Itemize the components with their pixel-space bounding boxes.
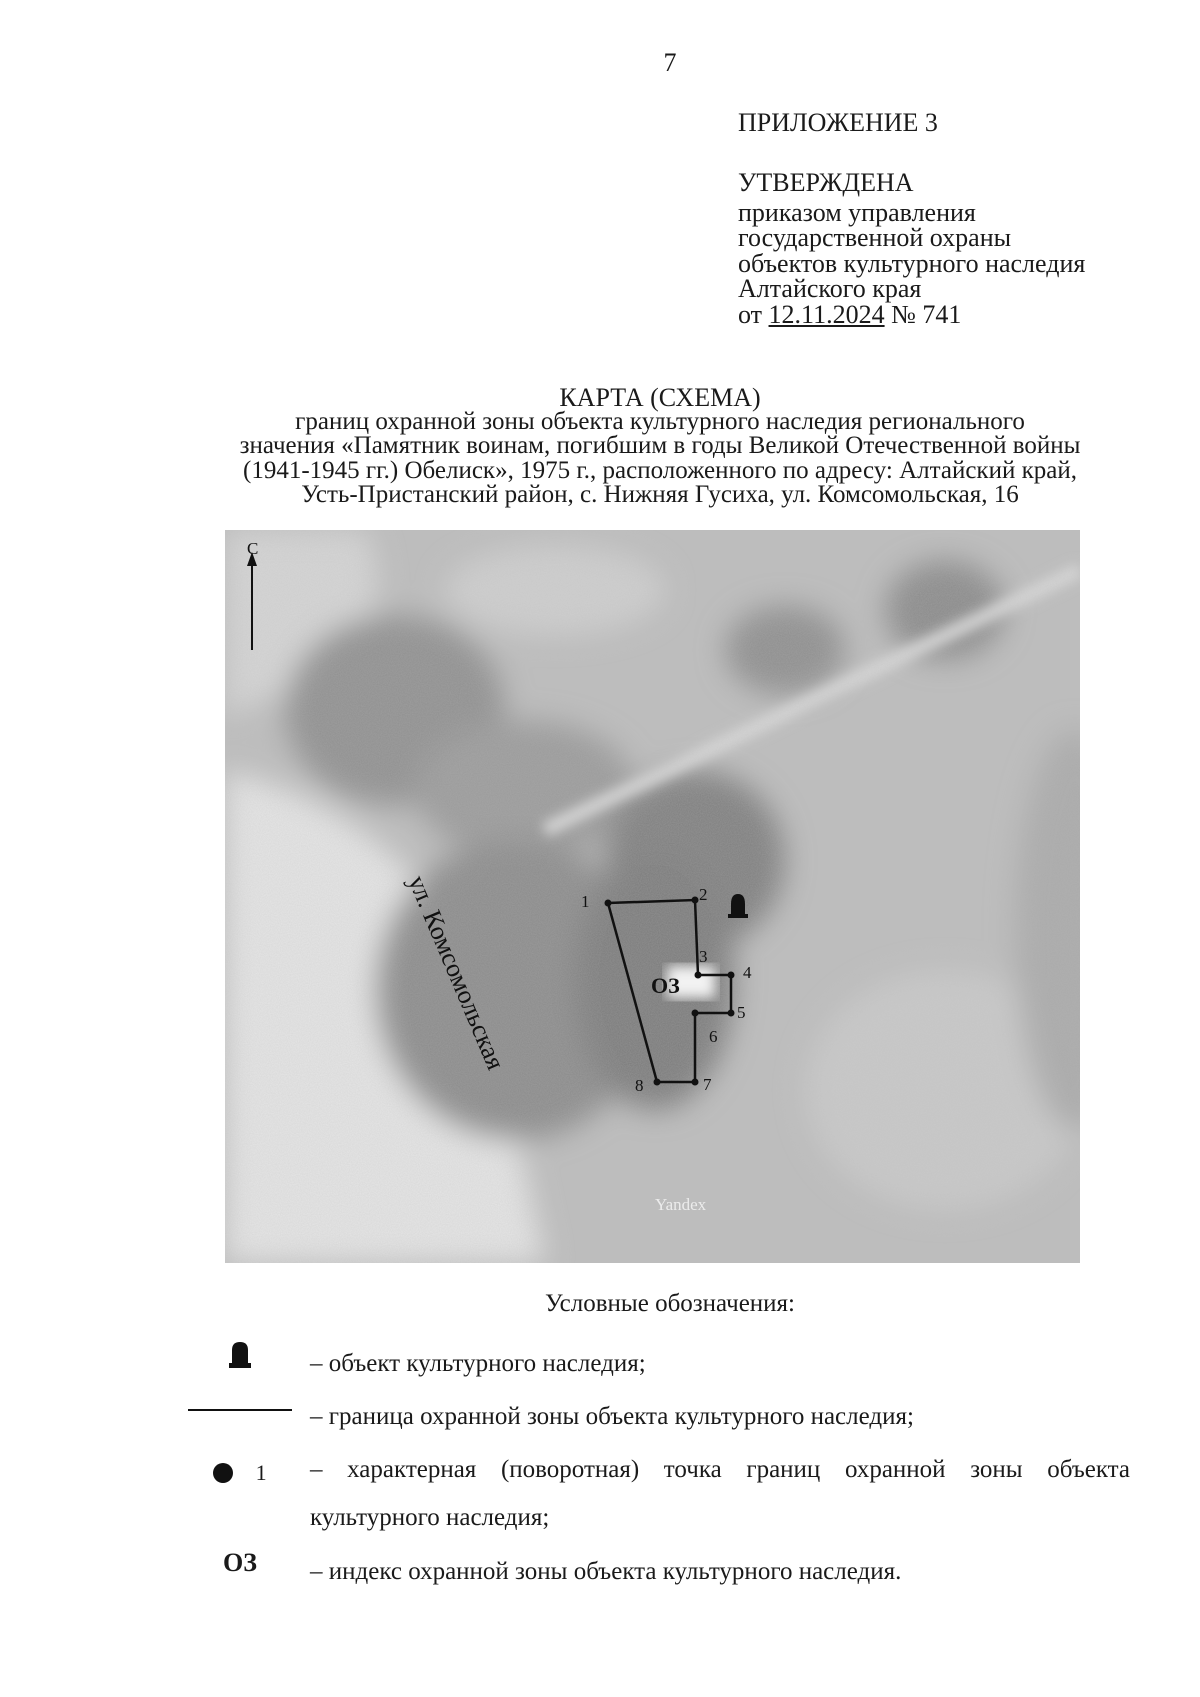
point-label: 1 [581,892,590,911]
page-number: 7 [663,48,677,77]
point-label: 4 [743,963,752,982]
approval-block [738,110,1085,327]
title-line: значения «Памятник воинам, погибшим в годы Великой Отечественной войны [239,432,1081,460]
boundary-line-icon [188,1409,292,1411]
point-label: 6 [709,1027,718,1046]
document-title-block [160,385,1160,507]
boundary-point [728,1010,735,1017]
map-scheme [225,530,1080,1263]
zone-index-label: ОЗ [651,973,680,998]
order-date: 12.11.2024 [768,299,885,329]
order-prefix: от [738,299,769,329]
order-number: № 741 [884,299,962,329]
approval-line: государственной охраны [738,223,1012,253]
point-label: 5 [737,1003,746,1022]
order-line [738,299,1085,329]
map-watermark: Yandex [655,1195,707,1214]
legend-text: – граница охранной зоны объекта культурного наследия; [310,1403,914,1430]
legend-text: – характерная (поворотная) точка границ охранной зоны объекта культурного наследия; [310,1456,1130,1531]
legend-symbol [170,1393,310,1411]
approval-line: объектов культурного наследия [738,248,1086,278]
appendix-label: ПРИЛОЖЕНИЕ 3 [738,108,938,137]
legend-text: – индекс охранной зоны объекта культурного наследия. [310,1558,902,1585]
boundary-point [695,972,702,979]
street-label: ул. Комсомольская [402,871,511,1074]
map-grain [225,530,1080,1263]
monument-icon [229,1340,251,1368]
boundary-point [692,1079,699,1086]
boundary-point [692,1010,699,1017]
boundary-point [605,900,612,907]
approval-line: приказом управления [738,198,976,227]
approval-line: Алтайского края [738,274,922,304]
title-line: (1941-1945 гг.) Обелиск», 1975 г., расположенного по адресу: Алтайский край, [243,456,1077,484]
legend-symbol [170,1446,310,1486]
title-line: Усть-Пристанский район, с. Нижняя Гусиха, ул. Комсомольская, 16 [301,480,1019,508]
title-line: границ охранной зоны объекта культурного наследия регионального [295,408,1025,436]
boundary-point [654,1079,661,1086]
point-label: 7 [703,1075,712,1094]
document-title: КАРТА (СХЕМА) [559,383,761,412]
approved-label: УТВЕРЖДЕНА [738,168,914,197]
point-label: 3 [699,947,708,966]
boundary-point [692,897,699,904]
point-dot-icon [213,1463,233,1483]
north-label: С [247,539,259,558]
boundary-point [728,972,735,979]
legend-symbol [170,1548,310,1578]
point-label: 2 [699,885,708,904]
zone-index-symbol: ОЗ [223,1548,257,1577]
point-label: 8 [635,1076,644,1095]
legend-symbol [170,1340,310,1375]
legend-text: – объект культурного наследия; [310,1350,646,1377]
legend-title: Условные обозначения: [544,1290,796,1317]
point-symbol-label: 1 [255,1460,267,1486]
